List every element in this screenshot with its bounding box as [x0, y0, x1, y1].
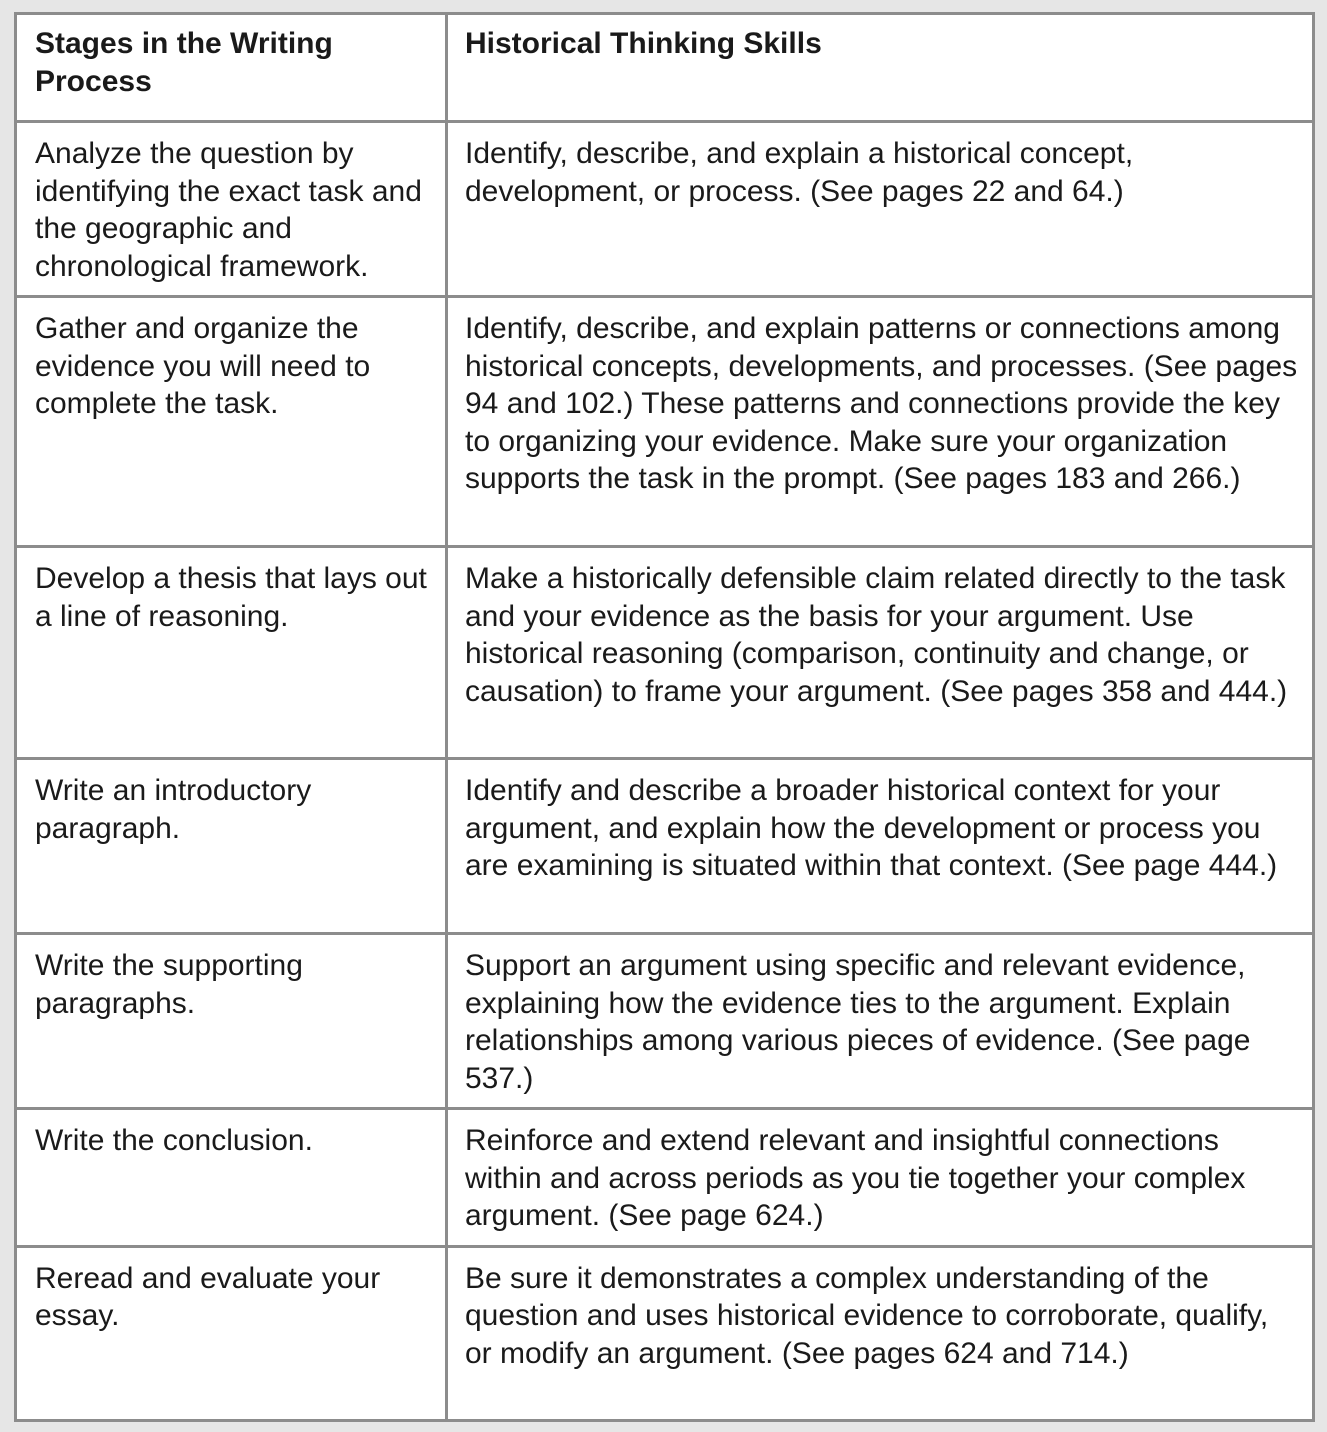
stage-cell: Gather and organize the evidence you will need to complete the task.: [16, 297, 447, 547]
table-sheet: [14, 12, 1312, 1418]
header-stages: Stages in the Writing Process: [16, 14, 447, 122]
skill-cell: Support an argument using specific and relevant evidence, explaining how the evidence ties to the argument. Explain relationships among various pieces of evidence. (See page 537.): [447, 934, 1314, 1109]
table-header-row: [16, 14, 1314, 122]
skill-cell: Identify and describe a broader historical context for your argument, and explain how the development or process you are examining is situated within that context. (See page 444.): [447, 759, 1314, 934]
table-row: [16, 934, 1314, 1109]
writing-process-table: [14, 12, 1315, 1422]
table-row: [16, 297, 1314, 547]
stage-cell: Reread and evaluate your essay.: [16, 1246, 447, 1420]
skill-cell: Identify, describe, and explain a historical concept, development, or process. (See pages 22 and 64.): [447, 122, 1314, 297]
header-skills: Historical Thinking Skills: [447, 14, 1314, 122]
stage-cell: Analyze the question by identifying the exact task and the geographic and chronological framework.: [16, 122, 447, 297]
table-row: [16, 1109, 1314, 1247]
stage-cell: Write an introductory paragraph.: [16, 759, 447, 934]
table-row: [16, 547, 1314, 759]
stage-cell: Write the supporting paragraphs.: [16, 934, 447, 1109]
stage-cell: Develop a thesis that lays out a line of reasoning.: [16, 547, 447, 759]
skill-cell: Reinforce and extend relevant and insightful connections within and across periods as you tie together your complex argument. (See page 624.): [447, 1109, 1314, 1247]
skill-cell: Identify, describe, and explain patterns or connections among historical concepts, developments, and processes. (See pages 94 and 102.) These patterns and connections provide the key to organizing your evidence. Make sure your organization supports the task in the prompt. (See pages 183 and 266.): [447, 297, 1314, 547]
skill-cell: Make a historically defensible claim related directly to the task and your evidence as the basis for your argument. Use historical reasoning (comparison, continuity and change, or causation) to frame your argument. (See pages 358 and 444.): [447, 547, 1314, 759]
stage-cell: Write the conclusion.: [16, 1109, 447, 1247]
table-row: [16, 759, 1314, 934]
table-row: [16, 1246, 1314, 1420]
table-row: [16, 122, 1314, 297]
skill-cell: Be sure it demonstrates a complex understanding of the question and uses historical evidence to corroborate, qualify, or modify an argument. (See pages 624 and 714.): [447, 1246, 1314, 1420]
